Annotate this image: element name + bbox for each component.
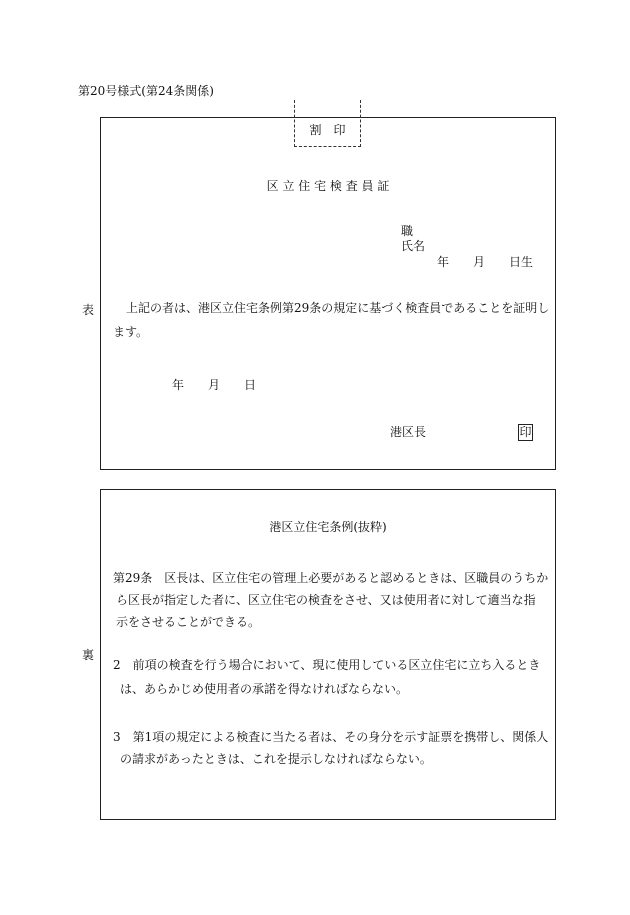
back-side-card [100,489,556,820]
article-29-line: 示をさせることができる。 [116,615,261,629]
clause-3-line: の請求があったときは、これを提示しなければならない。 [120,752,432,766]
back-side-label: 裏 [82,648,95,662]
position-field-label: 職 [401,224,414,238]
ordinance-excerpt-title: 港区立住宅条例(抜粋) [269,520,387,534]
issue-date: 年 月 日 [172,378,257,392]
front-side-label: 表 [82,303,95,317]
split-seal-label: 割 印 [309,123,346,137]
article-29-line: 第29条 区長は、区立住宅の管理上必要があると認めるときは、区職員のうちか [113,571,549,585]
clause-2-line: は、あらかじめ使用者の承諾を得なければならない。 [120,682,409,696]
form-number: 第20号様式(第24条関係) [78,84,214,98]
certification-text-line: ます。 [113,325,149,339]
name-field-label: 氏名 [401,239,426,253]
issuer-name: 港区長 [390,425,427,439]
article-29-line: ら区長が指定した者に、区立住宅の検査をさせ、又は使用者に対して適当な指 [116,593,536,607]
birth-date-field: 年 月 日生 [437,255,534,269]
card-title: 区 立 住 宅 検 査 員 証 [266,179,390,193]
certification-text-line: 上記の者は、港区立住宅条例第29条の規定に基づく検査員であることを証明し [126,301,550,315]
front-side-card [100,117,556,470]
seal-stamp-mark: 印 [519,425,532,439]
clause-3-line: 3 第1項の規定による検査に当たる者は、その身分を示す証票を携帯し、関係人 [113,730,549,744]
clause-2-line: 2 前項の検査を行う場合において、現に使用している区立住宅に立ち入るとき [113,658,541,672]
